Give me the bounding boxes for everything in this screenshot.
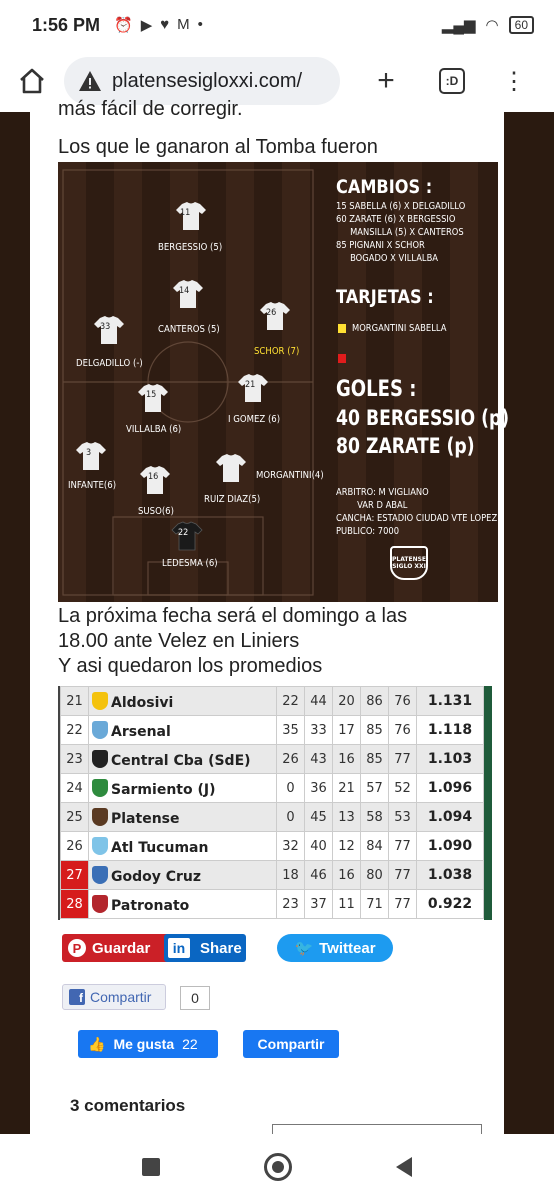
team-name: Godoy Cruz: [111, 868, 202, 885]
average-cell: 0.922: [417, 890, 484, 919]
season-3-cell: 16: [333, 861, 361, 890]
url-text: platensesigloxxi.com/: [112, 69, 303, 92]
yellow-card-icon: [338, 324, 346, 333]
cambio-1: 15 SABELLA (6) X DELGADILLO: [336, 201, 466, 212]
season-2-cell: 33: [305, 716, 333, 745]
team-crest-icon: [92, 837, 108, 855]
pinterest-save-button[interactable]: [62, 934, 174, 962]
season-1-cell: 26: [277, 745, 305, 774]
player-number: 3: [86, 448, 92, 458]
team-name: Arsenal: [111, 723, 171, 740]
team-name: Central Cba (SdE): [111, 752, 251, 769]
team-name: Atl Tucuman: [111, 839, 209, 856]
player-name: CANTEROS (5): [158, 324, 220, 335]
average-cell: 1.096: [417, 774, 484, 803]
points-cell: 80: [361, 861, 389, 890]
warning-icon: [78, 70, 102, 92]
tarjetas-title: TARJETAS :: [336, 286, 434, 308]
average-cell: 1.103: [417, 745, 484, 774]
var: VAR D ABAL: [357, 500, 408, 511]
points-cell: 58: [361, 803, 389, 832]
player-number: 11: [180, 208, 191, 218]
position-cell: 22: [61, 716, 89, 745]
season-3-cell: 17: [333, 716, 361, 745]
paragraph-cut: más fácil de corregir.: [58, 98, 243, 120]
season-1-cell: 32: [277, 832, 305, 861]
more-dots-icon: •: [197, 16, 203, 33]
season-2-cell: 37: [305, 890, 333, 919]
twitter-label: Twittear: [319, 939, 376, 957]
table-row: [61, 774, 484, 803]
twitter-tweet-button[interactable]: [277, 934, 393, 962]
team-name: Patronato: [111, 897, 190, 914]
cambio-3: MANSILLA (5) X CANTEROS: [350, 227, 464, 238]
season-3-cell: 20: [333, 687, 361, 716]
team-crest-icon: [92, 721, 108, 739]
season-2-cell: 45: [305, 803, 333, 832]
platense-logo: PLATENSE SIGLO XXI: [391, 556, 427, 570]
position-cell: 25: [61, 803, 89, 832]
table-row: [61, 832, 484, 861]
average-cell: 1.094: [417, 803, 484, 832]
table-row: [61, 861, 484, 890]
twitter-icon: 🐦: [294, 940, 314, 957]
season-1-cell: 0: [277, 803, 305, 832]
player-name: VILLALBA (6): [126, 424, 182, 435]
played-cell: 77: [389, 861, 417, 890]
season-2-cell: 43: [305, 745, 333, 774]
points-cell: 85: [361, 745, 389, 774]
played-cell: 77: [389, 832, 417, 861]
player-name: INFANTE(6): [68, 480, 117, 491]
team-crest-icon: [92, 750, 108, 768]
navigation-bar: [0, 1134, 554, 1200]
team-crest-icon: [92, 808, 108, 826]
paragraph-next-match-1: La próxima fecha será el domingo a las: [58, 605, 408, 627]
signal-icon: ▂▄▆: [441, 17, 476, 34]
player-name: MORGANTINI(4): [256, 470, 324, 481]
player-name: LEDESMA (6): [162, 558, 218, 569]
table-row: [61, 745, 484, 774]
compartir-label: Compartir: [257, 1036, 325, 1052]
points-cell: 84: [361, 832, 389, 861]
team-crest-icon: [92, 692, 108, 710]
team-cell: [89, 716, 277, 745]
cambios-title: CAMBIOS :: [336, 176, 433, 198]
paragraph-intro: Los que le ganaron al Tomba fueron: [58, 136, 378, 158]
team-crest-icon: [92, 866, 108, 884]
home-circle-icon: [272, 1161, 284, 1173]
points-cell: 86: [361, 687, 389, 716]
like-label: Me gusta: [113, 1036, 175, 1052]
season-3-cell: 11: [333, 890, 361, 919]
points-cell: 57: [361, 774, 389, 803]
home-icon: [18, 68, 46, 94]
player-name: SUSO(6): [138, 506, 174, 517]
promedios-table: [58, 686, 492, 920]
linkedin-label: Share: [200, 939, 242, 957]
comments-title: 3 comentarios: [70, 1096, 186, 1115]
team-cell: [89, 803, 277, 832]
season-1-cell: 35: [277, 716, 305, 745]
facebook-like-button[interactable]: [78, 1030, 218, 1058]
linkedin-share-button[interactable]: [164, 934, 246, 962]
team-cell: [89, 745, 277, 774]
yellow-card-players: MORGANTINI SABELLA: [352, 323, 447, 334]
points-cell: 85: [361, 716, 389, 745]
season-2-cell: 40: [305, 832, 333, 861]
alarm-icon: ⏰: [114, 17, 133, 34]
season-3-cell: 16: [333, 745, 361, 774]
player-number: 16: [148, 472, 159, 482]
pinterest-label: Guardar: [92, 939, 151, 957]
gmail-icon: M: [177, 16, 190, 33]
played-cell: 53: [389, 803, 417, 832]
table-row: [61, 890, 484, 919]
played-cell: 77: [389, 890, 417, 919]
gol-2: 80 ZARATE (p): [336, 434, 475, 458]
shirt-icon: [216, 454, 246, 482]
player-name: BERGESSIO (5): [158, 242, 223, 253]
publico: PUBLICO: 7000: [336, 526, 400, 537]
season-2-cell: 36: [305, 774, 333, 803]
goles-title: GOLES :: [336, 377, 417, 402]
position-cell: 23: [61, 745, 89, 774]
position-cell: 26: [61, 832, 89, 861]
season-3-cell: 12: [333, 832, 361, 861]
season-1-cell: 22: [277, 687, 305, 716]
team-cell: [89, 832, 277, 861]
season-1-cell: 18: [277, 861, 305, 890]
average-cell: 1.131: [417, 687, 484, 716]
player-number: 33: [100, 322, 111, 332]
player-number: 14: [179, 286, 190, 296]
facebook-share-label: Compartir: [90, 989, 152, 1005]
season-2-cell: 44: [305, 687, 333, 716]
arbitro: ARBITRO: M VIGLIANO: [336, 487, 429, 498]
menu-dots-icon: ⋮: [502, 67, 526, 95]
facebook-compartir-button[interactable]: [243, 1030, 339, 1058]
player-number: 26: [266, 308, 277, 318]
table-row: [61, 716, 484, 745]
team-cell: [89, 890, 277, 919]
paragraph-next-match-2: 18.00 ante Velez en Liniers: [58, 630, 300, 652]
gol-1: 40 BERGESSIO (p): [336, 406, 510, 430]
played-cell: 77: [389, 745, 417, 774]
table-row: [61, 803, 484, 832]
average-cell: 1.038: [417, 861, 484, 890]
played-cell: 52: [389, 774, 417, 803]
season-3-cell: 13: [333, 803, 361, 832]
facebook-share-button[interactable]: [62, 984, 166, 1010]
new-tab-button[interactable]: [364, 59, 408, 103]
recents-button[interactable]: [142, 1158, 160, 1176]
played-cell: 76: [389, 716, 417, 745]
cambio-5: BOGADO X VILLALBA: [350, 253, 439, 264]
team-cell: [89, 774, 277, 803]
team-crest-icon: [92, 779, 108, 797]
cambio-2: 60 ZARATE (6) X BERGESSIO: [336, 214, 456, 225]
plus-icon: +: [377, 64, 395, 97]
facebook-icon: f: [69, 989, 85, 1005]
heart-icon: ♥: [160, 16, 170, 33]
lineup-image: [58, 162, 510, 602]
team-cell: [89, 687, 277, 716]
player-number: 21: [245, 380, 256, 390]
share-count: 0: [180, 986, 210, 1010]
average-cell: 1.118: [417, 716, 484, 745]
team-name: Sarmiento (J): [111, 781, 216, 798]
linkedin-icon: in: [168, 938, 190, 958]
player-name: I GOMEZ (6): [228, 414, 281, 425]
like-count: 22: [182, 1036, 198, 1052]
player-name: SCHOR (7): [254, 346, 300, 357]
team-cell: [89, 861, 277, 890]
web-page: [30, 98, 510, 1134]
battery-icon: 60: [509, 16, 534, 34]
pinterest-icon: P: [68, 939, 86, 957]
menu-button[interactable]: [492, 59, 536, 103]
season-2-cell: 46: [305, 861, 333, 890]
season-1-cell: 23: [277, 890, 305, 919]
wifi-icon: ◠: [485, 17, 499, 34]
table-row: [61, 687, 484, 716]
thumbs-up-icon: 👍: [88, 1035, 106, 1052]
home-nav-button[interactable]: [264, 1153, 292, 1181]
tabs-count: :D: [439, 68, 465, 94]
player-number: 15: [146, 390, 157, 400]
cambio-4: 85 PIGNANI X SCHOR: [336, 240, 425, 251]
played-cell: 76: [389, 687, 417, 716]
tab-switcher-button[interactable]: [430, 59, 474, 103]
paragraph-promedios: Y asi quedaron los promedios: [58, 655, 323, 677]
cancha: CANCHA: ESTADIO CIUDAD VTE LOPEZ: [336, 513, 498, 524]
position-cell: 28: [61, 890, 89, 919]
team-crest-icon: [92, 895, 108, 913]
home-button[interactable]: [10, 59, 54, 103]
position-cell: 24: [61, 774, 89, 803]
season-1-cell: 0: [277, 774, 305, 803]
youtube-icon: ▶: [140, 17, 153, 34]
player-name: RUIZ DIAZ(5): [204, 494, 261, 505]
position-cell: 21: [61, 687, 89, 716]
player-number: 22: [178, 528, 189, 538]
points-cell: 71: [361, 890, 389, 919]
red-card-icon: [338, 354, 346, 363]
status-bar: [0, 0, 554, 50]
team-name: Aldosivi: [111, 694, 174, 711]
back-button[interactable]: [396, 1157, 412, 1177]
team-name: Platense: [111, 810, 180, 827]
average-cell: 1.090: [417, 832, 484, 861]
season-3-cell: 21: [333, 774, 361, 803]
position-cell: 27: [61, 861, 89, 890]
status-time: 1:56 PM: [32, 14, 101, 35]
player-name: DELGADILLO (-): [76, 358, 143, 369]
